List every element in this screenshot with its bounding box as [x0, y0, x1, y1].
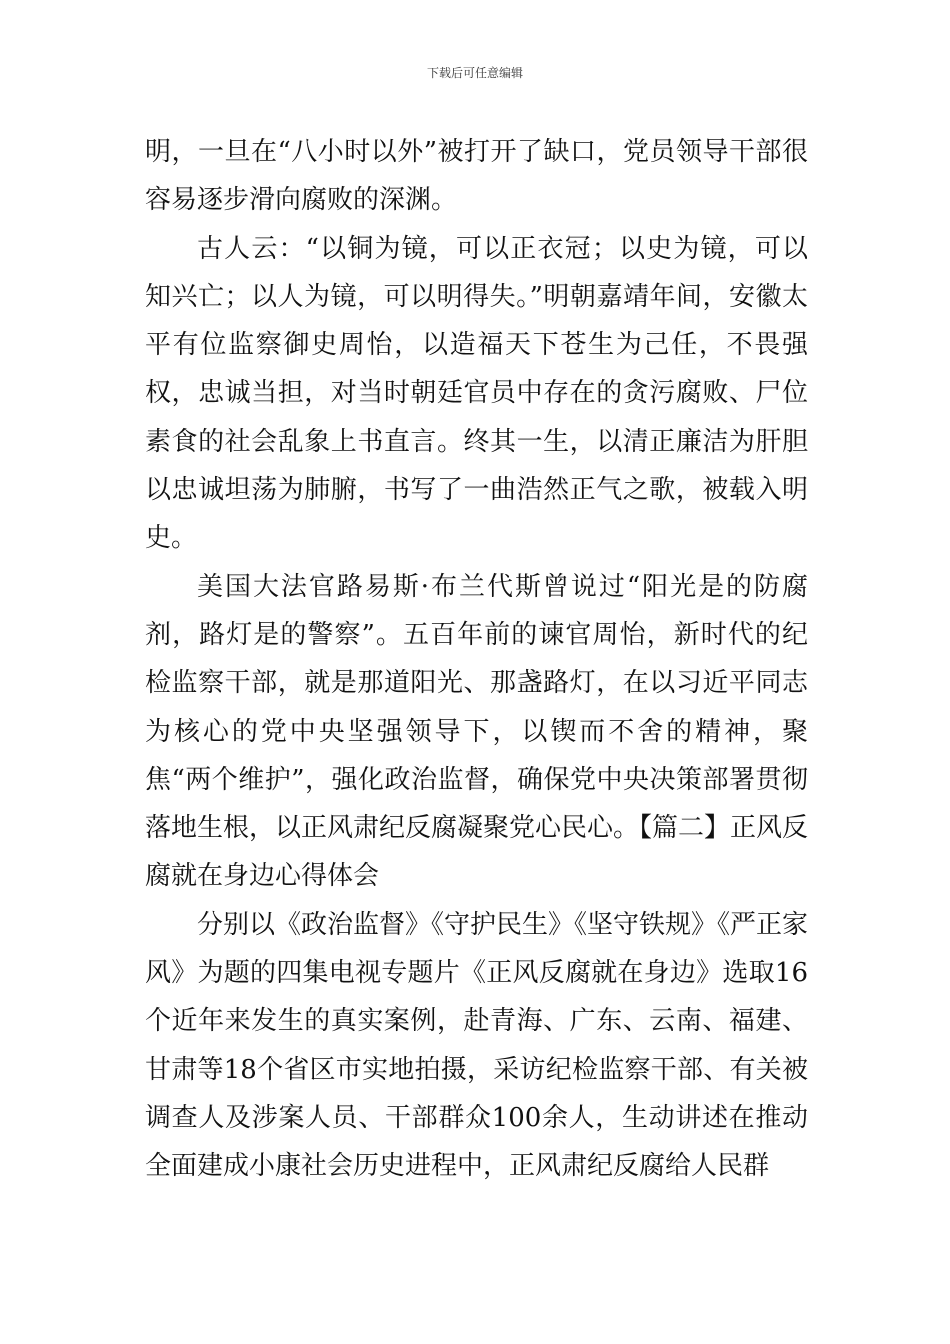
- paragraph-documentary: 分别以《政治监督》《守护民生》《坚守铁规》《严正家风》为题的四集电视专题片《正风反腐就在身边》选取16个近年来发生的真实案例，赴青海、广东、云南、福建、甘肃等18个省区市实地拍摄，采访纪检监察干部、有关被调查人及涉案人员、干部群众100余人，生动讲述在推动全面建成小康社会历史进程中，正风肃纪反腐给人民群: [145, 909, 809, 1182]
- paragraph-continuation: 明，一旦在“八小时以外”被打开了缺口，党员领导干部很容易逐步滑向腐败的深渊。: [145, 137, 808, 216]
- paragraph-zhou-yi: 古人云：“以铜为镜，可以正衣冠；以史为镜，可以知兴亡；以人为镜，可以明得失。”明朝嘉靖年间，安徽太平有位监察御史周怡，以造福天下苍生为己任，不畏强权，忠诚当担，对当时朝廷官员中存在的贪污腐败、尸位素食的社会乱象上书直言。终其一生，以清正廉洁为肝胆以忠诚坦荡为肺腑，书写了一曲浩然正气之歌，被载入明史。: [145, 233, 808, 554]
- page-header-note: 下载后可任意编辑: [426, 66, 523, 80]
- paragraph-sunlight: 美国大法官路易斯·布兰代斯曾说过“阳光是的防腐剂，路灯是的警察”。五百年前的谏官周怡，新时代的纪检监察干部，就是那道阳光、那盏路灯，在以习近平同志为核心的党中央坚强领导下，以锲而不舍的精神，聚焦“两个维护”，强化政治监督，确保党中央决策部署贯彻落地生根，以正风肃纪反腐凝聚党心民心。【篇二】正风反腐就在身边心得体会: [145, 571, 809, 892]
- document-body: [145, 128, 808, 1191]
